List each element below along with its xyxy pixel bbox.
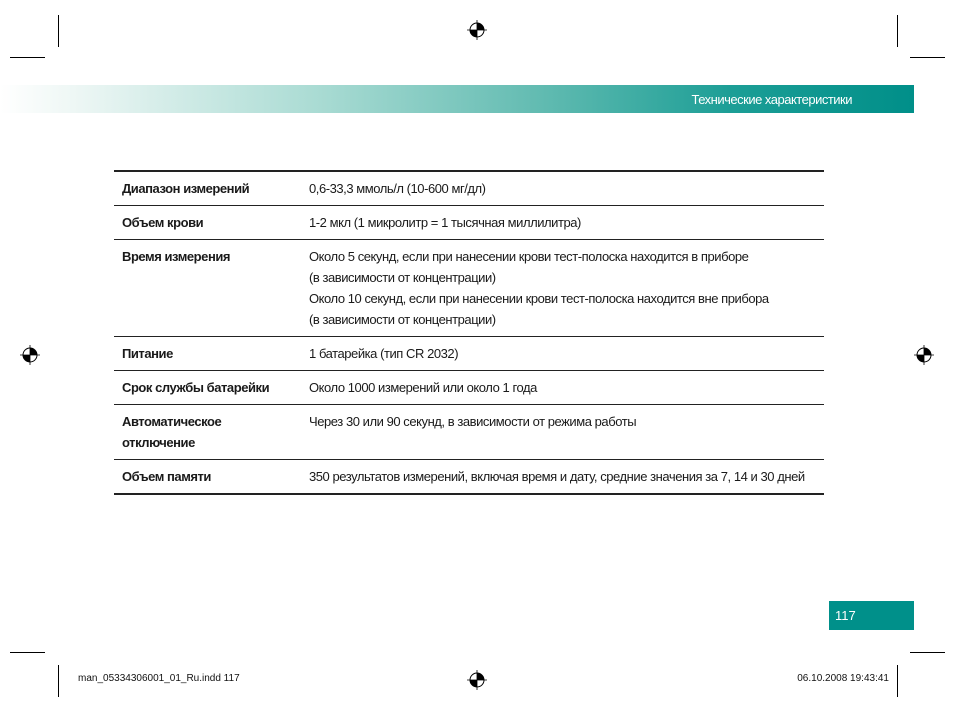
- footer-datetime: 06.10.2008 19:43:41: [797, 673, 889, 684]
- spec-row: [114, 240, 824, 337]
- spec-value-line: Около 10 секунд, если при нанесении крови тест-полоска находится вне прибора: [309, 291, 769, 306]
- spec-value-line: 1-2 мкл (1 микролитр = 1 тысячная миллилитра): [309, 215, 581, 230]
- spec-row: [114, 172, 824, 206]
- registration-mark-icon: [467, 670, 487, 690]
- spec-value: [309, 466, 824, 487]
- crop-mark: [897, 665, 898, 697]
- crop-mark: [58, 15, 59, 47]
- spec-row: [114, 460, 824, 493]
- crop-mark: [58, 665, 59, 697]
- spec-label: Срок службы батарейки: [122, 380, 270, 395]
- spec-row: [114, 405, 824, 460]
- spec-value: [309, 246, 824, 330]
- registration-mark-icon: [20, 345, 40, 365]
- spec-label: Диапазон измерений: [122, 181, 250, 196]
- crop-mark: [10, 652, 45, 653]
- crop-mark: [910, 652, 945, 653]
- specs-table: [114, 170, 824, 495]
- footer-file: man_05334306001_01_Ru.indd 117: [78, 673, 240, 684]
- spec-value: [309, 212, 824, 233]
- spec-value-line: 1 батарейка (тип CR 2032): [309, 346, 459, 361]
- spec-row: [114, 337, 824, 371]
- spec-label: Объем крови: [122, 215, 204, 230]
- spec-value-line: 0,6-33,3 ммоль/л (10-600 мг/дл): [309, 181, 486, 196]
- spec-value: [309, 377, 824, 398]
- spec-label: Объем памяти: [122, 469, 211, 484]
- spec-value: [309, 343, 824, 364]
- section-header-band: [0, 85, 914, 113]
- spec-value: [309, 411, 824, 453]
- section-title: Технические характеристики: [691, 92, 852, 107]
- spec-value-line: (в зависимости от концентрации): [309, 270, 496, 285]
- spec-value-line: Около 1000 измерений или около 1 года: [309, 380, 537, 395]
- spec-value: [309, 178, 824, 199]
- spec-value-line: Около 5 секунд, если при нанесении крови тест-полоска находится в приборе: [309, 249, 749, 264]
- spec-row: [114, 371, 824, 405]
- crop-mark: [10, 57, 45, 58]
- spec-label: Время измерения: [122, 249, 231, 264]
- spec-label: Питание: [122, 346, 173, 361]
- page-number: 117: [835, 608, 856, 623]
- spec-label: Автоматическое отключение: [122, 414, 222, 450]
- registration-mark-icon: [914, 345, 934, 365]
- spec-value-line: (в зависимости от концентрации): [309, 312, 496, 327]
- spec-row: [114, 206, 824, 240]
- spec-value-line: Через 30 или 90 секунд, в зависимости от режима работы: [309, 414, 637, 429]
- crop-mark: [897, 15, 898, 47]
- page-number-box: [829, 601, 914, 630]
- registration-mark-icon: [467, 20, 487, 40]
- crop-mark: [910, 57, 945, 58]
- spec-value-line: 350 результатов измерений, включая время и дату, средние значения за 7, 14 и 30 дней: [309, 469, 805, 484]
